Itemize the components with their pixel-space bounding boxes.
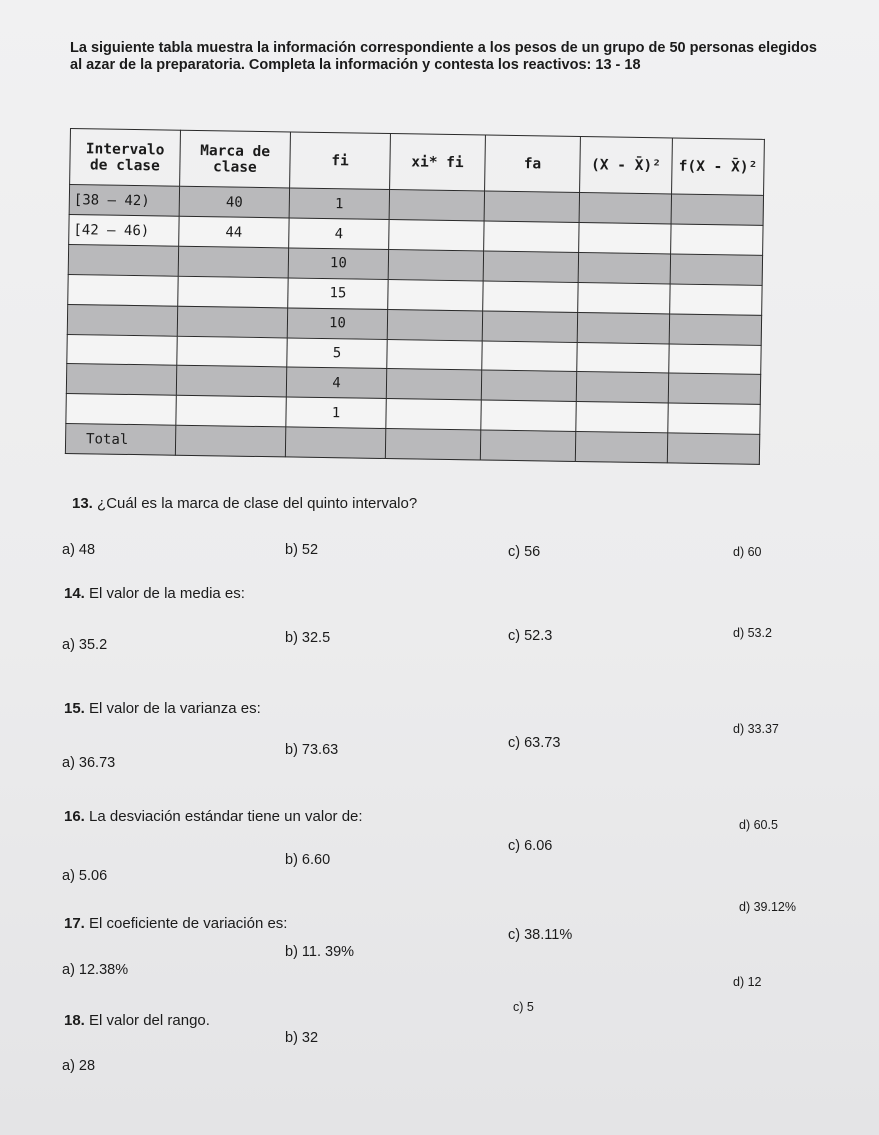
header-fi: fi bbox=[290, 132, 391, 190]
cell bbox=[576, 372, 668, 403]
option-13c[interactable]: c) 56 bbox=[508, 544, 541, 560]
option-13d[interactable]: d) 60 bbox=[733, 545, 762, 559]
cell bbox=[667, 433, 759, 464]
question-text: El valor de la media es: bbox=[89, 585, 245, 602]
cell: 10 bbox=[287, 308, 387, 339]
cell bbox=[386, 369, 481, 400]
cell bbox=[175, 425, 285, 457]
cell bbox=[176, 366, 286, 398]
instructions-line-1: La siguiente tabla muestra la información correspondiente a los pesos de un grupo de 50 personas elegidos bbox=[70, 40, 817, 56]
question-13 bbox=[72, 495, 417, 512]
option-16c[interactable]: c) 6.06 bbox=[508, 838, 553, 854]
cell bbox=[482, 311, 577, 342]
question-number: 14. bbox=[64, 585, 85, 602]
header-intervalo: Intervalo de clase bbox=[70, 129, 181, 187]
cell bbox=[483, 281, 578, 312]
question-number: 17. bbox=[64, 915, 85, 932]
cell bbox=[388, 279, 483, 310]
cell: 10 bbox=[288, 248, 388, 279]
cell bbox=[285, 427, 385, 458]
cell bbox=[669, 344, 761, 375]
cell bbox=[176, 395, 286, 427]
question-18 bbox=[64, 1012, 210, 1029]
cell bbox=[67, 334, 177, 366]
cell bbox=[67, 304, 177, 336]
question-number: 16. bbox=[64, 808, 85, 825]
header-marca: Marca de clase bbox=[180, 130, 291, 188]
option-14d[interactable]: d) 53.2 bbox=[733, 626, 772, 640]
option-18c[interactable]: c) 5 bbox=[513, 1000, 534, 1014]
option-14a[interactable]: a) 35.2 bbox=[62, 637, 108, 653]
option-17b[interactable]: b) 11. 39% bbox=[285, 944, 355, 960]
cell: 1 bbox=[286, 397, 386, 428]
cell bbox=[577, 312, 669, 343]
cell bbox=[482, 341, 577, 372]
cell bbox=[670, 254, 762, 285]
cell bbox=[575, 432, 667, 463]
cell: 4 bbox=[289, 218, 389, 249]
cell bbox=[386, 399, 481, 430]
header-xifi: xi* fi bbox=[390, 134, 486, 192]
option-17a[interactable]: a) 12.38% bbox=[62, 962, 129, 978]
cell bbox=[389, 220, 484, 251]
cell bbox=[481, 400, 576, 431]
cell bbox=[484, 221, 579, 252]
option-15c[interactable]: c) 63.73 bbox=[508, 735, 561, 751]
cell: 4 bbox=[286, 367, 386, 398]
cell bbox=[576, 402, 668, 433]
cell bbox=[578, 253, 670, 284]
question-14 bbox=[64, 585, 245, 602]
cell bbox=[671, 194, 763, 225]
question-number: 18. bbox=[64, 1012, 85, 1029]
cell bbox=[668, 373, 760, 404]
option-15a[interactable]: a) 36.73 bbox=[62, 755, 116, 771]
instructions bbox=[70, 40, 817, 74]
cell: 44 bbox=[179, 216, 289, 248]
option-13a[interactable]: a) 48 bbox=[62, 542, 96, 558]
cell: 40 bbox=[179, 187, 289, 219]
cell: 1 bbox=[289, 188, 389, 219]
cell bbox=[669, 314, 761, 345]
cell bbox=[668, 403, 760, 434]
cell bbox=[68, 274, 178, 306]
cell: Total bbox=[65, 424, 175, 456]
question-number: 13. bbox=[72, 495, 93, 512]
option-15d[interactable]: d) 33.37 bbox=[733, 722, 779, 736]
cell bbox=[483, 251, 578, 282]
cell bbox=[68, 245, 178, 277]
cell bbox=[388, 250, 483, 281]
cell: 5 bbox=[287, 338, 387, 369]
cell bbox=[177, 306, 287, 338]
option-17c[interactable]: c) 38.11% bbox=[508, 927, 573, 943]
cell bbox=[577, 342, 669, 373]
option-17d[interactable]: d) 39.12% bbox=[739, 900, 796, 914]
option-18a[interactable]: a) 28 bbox=[62, 1058, 96, 1074]
cell bbox=[579, 223, 671, 254]
cell bbox=[480, 430, 575, 461]
question-16 bbox=[64, 808, 363, 825]
cell bbox=[484, 191, 579, 222]
frequency-table bbox=[65, 128, 764, 465]
cell bbox=[177, 336, 287, 368]
option-14c[interactable]: c) 52.3 bbox=[508, 628, 553, 644]
option-16d[interactable]: d) 60.5 bbox=[739, 818, 778, 832]
option-16b[interactable]: b) 6.60 bbox=[285, 852, 331, 868]
cell bbox=[385, 429, 480, 460]
header-f-dev-sq: f(X - X̄)² bbox=[672, 138, 765, 196]
option-18d[interactable]: d) 12 bbox=[733, 975, 762, 989]
cell bbox=[387, 339, 482, 370]
cell: [38 – 42) bbox=[69, 185, 179, 217]
question-17 bbox=[64, 915, 287, 932]
question-text: ¿Cuál es la marca de clase del quinto intervalo? bbox=[97, 495, 418, 512]
option-14b[interactable]: b) 32.5 bbox=[285, 630, 331, 646]
cell: [42 – 46) bbox=[69, 215, 179, 247]
header-fa: fa bbox=[485, 135, 581, 193]
question-text: La desviación estándar tiene un valor de: bbox=[89, 808, 363, 825]
question-text: El valor del rango. bbox=[89, 1012, 210, 1029]
header-dev-sq: (X - X̄)² bbox=[580, 137, 673, 195]
question-text: El coeficiente de variación es: bbox=[89, 915, 288, 932]
question-15 bbox=[64, 700, 261, 717]
cell bbox=[481, 370, 576, 401]
cell bbox=[66, 364, 176, 396]
cell bbox=[178, 246, 288, 278]
cell bbox=[66, 394, 176, 426]
cell bbox=[671, 224, 763, 255]
instructions-line-2: al azar de la preparatoria. Completa la información y contesta los reactivos: 13 - 18 bbox=[70, 57, 641, 73]
option-16a[interactable]: a) 5.06 bbox=[62, 868, 108, 884]
question-number: 15. bbox=[64, 700, 85, 717]
question-text: El valor de la varianza es: bbox=[89, 700, 261, 717]
cell bbox=[178, 276, 288, 308]
cell bbox=[387, 309, 482, 340]
cell bbox=[578, 282, 670, 313]
cell bbox=[389, 190, 484, 221]
cell bbox=[579, 193, 671, 224]
option-18b[interactable]: b) 32 bbox=[285, 1030, 319, 1046]
option-13b[interactable]: b) 52 bbox=[285, 542, 319, 558]
cell: 15 bbox=[288, 278, 388, 309]
cell bbox=[670, 284, 762, 315]
option-15b[interactable]: b) 73.63 bbox=[285, 742, 339, 758]
